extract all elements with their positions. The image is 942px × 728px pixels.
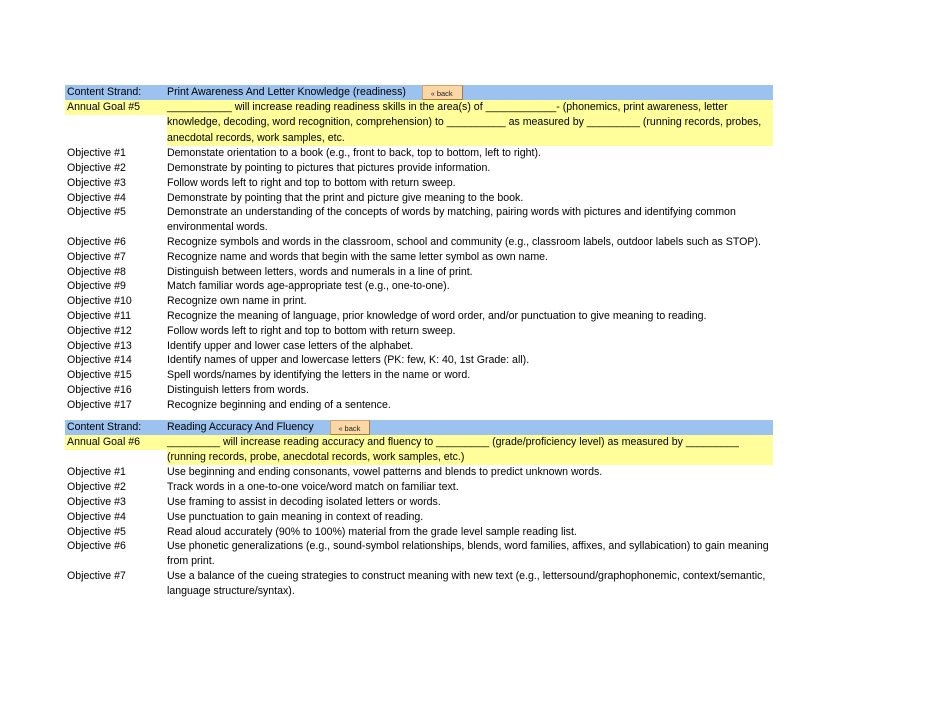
objective-row: [65, 495, 773, 510]
objective-label: Objective #16: [67, 383, 132, 396]
annual-goal-row: [65, 435, 773, 466]
objective-label: Objective #3: [67, 495, 126, 508]
back-button-label: back: [436, 89, 453, 98]
objective-row: [65, 383, 773, 398]
objective-text: Use phonetic generalizations (e.g., sound-symbol relationships, blends, word families, affixes, and syllabication) to gain meaning from print.: [167, 540, 769, 568]
content-strand-title: Print Awareness And Letter Knowledge (readiness): [167, 86, 406, 98]
objective-text: Use framing to assist in decoding isolated letters or words.: [167, 495, 441, 508]
goals-document: [65, 85, 773, 599]
objective-label: Objective #6: [67, 236, 126, 248]
objective-label: Objective #4: [67, 191, 126, 204]
objective-text: Demonstrate an understanding of the concepts of words by matching, pairing words with pictures and identifying common environmental words.: [167, 206, 736, 234]
content-strand-label: Content Strand:: [67, 86, 142, 98]
objective-text: Use beginning and ending consonants, vowel patterns and blends to predict unknown words.: [167, 466, 603, 479]
objective-label: Objective #2: [67, 481, 126, 494]
objective-text: Use a balance of the cueing strategies to construct meaning with new text (e.g., lettersound/graphophonemic, context/semantic, language structure/syntax).: [167, 569, 766, 597]
objective-label: Objective #1: [67, 466, 126, 479]
objective-row: [65, 569, 773, 599]
objective-row: [65, 294, 773, 309]
objective-text: Demonstate orientation to a book (e.g., front to back, top to bottom, left to right).: [167, 147, 541, 160]
annual-goal-text: _________ will increase reading accuracy and fluency to _________ (grade/proficiency level) as measured by _________ (running records, probe, anecdotal records, work samples, etc.): [167, 435, 773, 466]
objective-label: Objective #7: [67, 250, 126, 263]
objective-text: Recognize own name in print.: [167, 295, 307, 308]
objective-label: Objective #9: [67, 280, 126, 293]
objective-label: Objective #2: [67, 162, 126, 175]
objective-text: Track words in a one-to-one voice/word match on familiar text.: [167, 481, 459, 494]
back-button-label: back: [344, 423, 361, 433]
objective-label: Objective #8: [67, 265, 126, 278]
objective-text: Recognize beginning and ending of a sentence.: [167, 398, 391, 411]
objective-label: Objective #4: [67, 510, 126, 523]
objective-label: Objective #15: [67, 369, 132, 382]
objective-label: Objective #17: [67, 398, 132, 411]
back-arrow-icon: «: [430, 91, 435, 98]
objective-row: [65, 250, 773, 265]
objective-text: Distinguish between letters, words and numerals in a line of print.: [167, 265, 473, 278]
objective-label: Objective #7: [67, 569, 126, 582]
objective-label: Objective #1: [67, 147, 126, 160]
objective-row: [65, 279, 773, 294]
objective-list: [65, 465, 773, 598]
objective-row: [65, 368, 773, 383]
objective-row: [65, 191, 773, 206]
objective-text: Identify names of upper and lowercase letters (PK: few, K: 40, 1st Grade: all).: [167, 354, 530, 367]
back-button[interactable]: [422, 85, 463, 100]
back-button[interactable]: [330, 420, 371, 435]
objective-row: [65, 525, 773, 540]
objective-text: Recognize name and words that begin with the same letter symbol as own name.: [167, 250, 548, 263]
objective-text: Identify upper and lower case letters of the alphabet.: [167, 339, 414, 352]
objective-row: [65, 205, 773, 235]
objective-row: [65, 176, 773, 191]
objective-label: Objective #6: [67, 540, 126, 553]
objective-row: [65, 235, 773, 250]
objective-text: Follow words left to right and top to bottom with return sweep.: [167, 176, 456, 189]
content-strand-row: [65, 420, 773, 435]
objective-text: Recognize symbols and words in the classroom, school and community (e.g., classroom labels, outdoor labels such as STOP).: [167, 236, 761, 248]
content-strand-section: [65, 85, 773, 413]
objective-label: Objective #12: [67, 324, 132, 337]
objective-text: Demonstrate by pointing that the print and picture give meaning to the book.: [167, 191, 524, 204]
objective-text: Use punctuation to gain meaning in context of reading.: [167, 510, 424, 523]
objective-label: Objective #5: [67, 206, 126, 219]
objective-label: Objective #13: [67, 339, 132, 352]
objective-list: [65, 146, 773, 412]
objective-label: Objective #5: [67, 525, 126, 538]
content-strand-title: Reading Accuracy And Fluency: [167, 420, 314, 433]
objective-row: [65, 324, 773, 339]
annual-goal-label: Annual Goal #5: [65, 100, 167, 115]
content-strand-label: Content Strand:: [67, 420, 142, 433]
objective-text: Read aloud accurately (90% to 100%) material from the grade level sample reading list.: [167, 525, 577, 538]
annual-goal-row: [65, 100, 773, 146]
objective-row: [65, 480, 773, 495]
objective-row: [65, 510, 773, 525]
objective-row: [65, 465, 773, 480]
objective-row: [65, 339, 773, 354]
annual-goal-label: Annual Goal #6: [65, 435, 167, 450]
objective-label: Objective #3: [67, 176, 126, 189]
objective-label: Objective #14: [67, 354, 132, 367]
content-strand-row: [65, 85, 773, 100]
objective-row: [65, 398, 773, 413]
objective-label: Objective #10: [67, 295, 132, 308]
objective-text: Spell words/names by identifying the letters in the name or word.: [167, 369, 471, 382]
objective-row: [65, 353, 773, 368]
back-arrow-icon: «: [338, 425, 343, 433]
objective-row: [65, 265, 773, 280]
objective-row: [65, 539, 773, 569]
objective-text: Recognize the meaning of language, prior knowledge of word order, and/or punctuation to give meaning to reading.: [167, 309, 707, 322]
objective-label: Objective #11: [67, 309, 131, 322]
objective-text: Distinguish letters from words.: [167, 383, 309, 396]
objective-text: Follow words left to right and top to bottom with return sweep.: [167, 324, 456, 337]
content-strand-section: [65, 420, 773, 599]
objective-text: Demonstrate by pointing to pictures that pictures provide information.: [167, 162, 491, 175]
objective-row: [65, 309, 773, 324]
objective-text: Match familiar words age-appropriate test (e.g., one-to-one).: [167, 280, 450, 293]
objective-row: [65, 146, 773, 161]
annual-goal-text: ___________ will increase reading readiness skills in the area(s) of ____________- (phonemics, print awareness, letter knowledge, decoding, word recognition, comprehension) to __________ as measured by _________ (running records, probes, anecdotal records, work samples, etc.: [167, 100, 773, 146]
objective-row: [65, 161, 773, 176]
